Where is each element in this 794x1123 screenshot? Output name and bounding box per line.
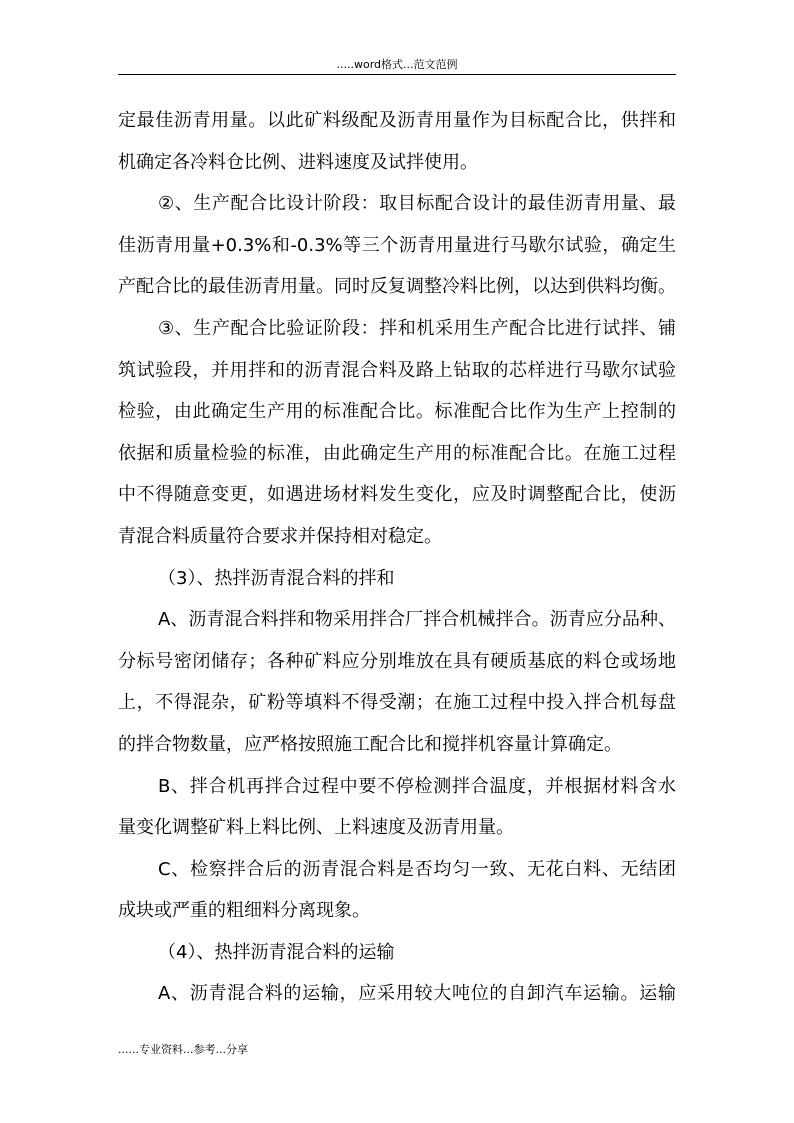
text-line: A、沥青混合料的运输，应采用较大吨位的自卸汽车运输。运输: [158, 983, 676, 1005]
text-line: A、沥青混合料拌和物采用拌合厂拌合机械拌合。沥青应分品种、: [158, 609, 676, 631]
text-line: 定最佳沥青用量。以此矿料级配及沥青用量作为目标配合比，供拌和: [118, 110, 676, 131]
text-line: 成块或严重的粗细料分离现象。: [118, 900, 370, 922]
text-line: B、拌合机再拌合过程中要不停检测拌合温度，并根据材料含水: [158, 775, 676, 797]
text-line: 机确定各冷料仓比例、进料速度及试拌使用。: [118, 151, 478, 173]
text-line: 分标号密闭储存；各种矿料应分别堆放在具有硬质基底的料仓或场地: [118, 650, 676, 672]
text-line: 的拌合物数量，应严格按照施工配合比和搅拌机容量计算确定。: [118, 733, 622, 755]
text-line: 青混合料质量符合要求并保持相对稳定。: [118, 525, 442, 547]
text-line: 佳沥青用量+0.3%和-0.3%等三个沥青用量进行马歇尔试验，确定生: [118, 234, 676, 256]
text-line: 产配合比的最佳沥青用量。同时反复调整冷料比例，以达到供料均衡。: [118, 276, 676, 298]
text-line: 筑试验段，并用拌和的沥青混合料及路上钻取的芯样进行马歇尔试验: [118, 359, 676, 381]
text-line: ③、生产配合比验证阶段：拌和机采用生产配合比进行试拌、铺: [158, 317, 676, 339]
section-heading: （4）、热拌沥青混合料的运输: [158, 941, 395, 963]
section-heading: （3）、热拌沥青混合料的拌和: [158, 567, 395, 589]
text-line: 量变化调整矿料上料比例、上料速度及沥青用量。: [118, 817, 514, 839]
document-body: [118, 100, 676, 1015]
text-line: ②、生产配合比设计阶段：取目标配合设计的最佳沥青用量、最: [158, 193, 676, 215]
text-line: 中不得随意变更，如遇进场材料发生变化，应及时调整配合比，使沥: [118, 484, 676, 506]
text-line: 上，不得混杂，矿粉等填料不得受潮；在施工过程中投入拌合机每盘: [118, 692, 676, 714]
footer-text: ......专业资料...参考...分享: [118, 1043, 248, 1056]
text-line: 依据和质量检验的标准，由此确定生产用的标准配合比。在施工过程: [118, 442, 676, 464]
text-line: C、检察拌合后的沥青混合料是否均匀一致、无花白料、无结团: [158, 858, 676, 880]
page-header: [118, 56, 676, 75]
page-footer: [118, 1042, 248, 1058]
text-line: 检验，由此确定生产用的标准配合比。标准配合比作为生产上控制的: [118, 401, 676, 423]
header-text: .....word格式...范文范例: [336, 58, 458, 71]
